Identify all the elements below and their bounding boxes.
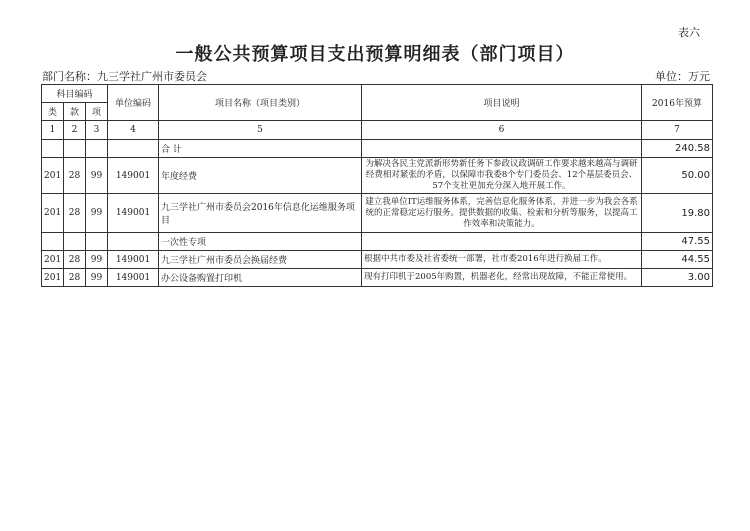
cell-kuan [64,233,86,251]
cell-kuan: 28 [64,194,86,233]
cell-amount: 19.80 [642,194,713,233]
cell-lei: 201 [42,251,64,269]
cell-amount: 44.55 [642,251,713,269]
cell-project-name: 一次性专项 [159,233,362,251]
col-number: 3 [86,121,108,140]
cell-unit-code: 149001 [108,194,159,233]
cell-unit-code: 149001 [108,158,159,194]
cell-xiang: 99 [86,269,108,287]
header-lei: 类 [42,103,64,121]
table-row [42,269,713,287]
cell-project-desc: 根据中共市委及社省委统一部署，社市委2016年进行换届工作。 [362,251,642,269]
table-row-total [42,140,713,158]
cell-unit-code [108,140,159,158]
cell-project-desc: 现有打印机于2005年购置，机器老化，经常出现故障，不能正常使用。 [362,269,642,287]
cell-unit-code: 149001 [108,269,159,287]
col-number: 5 [159,121,362,140]
cell-unit-code: 149001 [108,251,159,269]
cell-kuan [64,140,86,158]
header-project-desc: 项目说明 [362,85,642,121]
cell-project-desc [362,233,642,251]
header-budget: 2016年预算 [642,85,713,121]
table-row [42,251,713,269]
cell-project-desc [362,140,642,158]
cell-amount: 50.00 [642,158,713,194]
cell-xiang: 99 [86,158,108,194]
cell-amount: 47.55 [642,233,713,251]
cell-amount: 240.58 [642,140,713,158]
header-unit-code: 单位编码 [108,85,159,121]
cell-project-name: 九三学社广州市委员会2016年信息化运维服务项目 [159,194,362,233]
cell-lei: 201 [42,158,64,194]
cell-xiang [86,233,108,251]
cell-kuan: 28 [64,269,86,287]
header-subject-code: 科目编码 [42,85,108,103]
header-project-name: 项目名称（项目类别） [159,85,362,121]
table-number: 表六 [678,26,700,39]
department-name: 部门名称：九三学社广州市委员会 [42,70,207,83]
cell-project-name: 年度经费 [159,158,362,194]
cell-amount: 3.00 [642,269,713,287]
cell-unit-code [108,233,159,251]
cell-xiang [86,140,108,158]
col-number: 7 [642,121,713,140]
cell-project-name: 九三学社广州市委员会换届经费 [159,251,362,269]
cell-lei: 201 [42,194,64,233]
cell-xiang: 99 [86,251,108,269]
cell-project-desc: 建立我单位IT运维服务体系，完善信息化服务体系，并进一步为我会各系统的正常稳定运行服务。提供数据的收集、检索和分析等服务，以提高工作效率和决策能力。 [362,194,642,233]
table-row [42,194,713,233]
header-xiang: 项 [86,103,108,121]
budget-table [41,84,713,287]
col-number: 1 [42,121,64,140]
table-row [42,158,713,194]
cell-project-name: 办公设备购置打印机 [159,269,362,287]
header-kuan: 款 [64,103,86,121]
col-number: 2 [64,121,86,140]
cell-project-desc: 为解决各民主党派新形势新任务下参政议政调研工作要求越来越高与调研经费相对紧张的矛盾，以保障市我委8个专门委员会、12个基层委员会、57个支社更加充分深入地开展工作。 [362,158,642,194]
col-number: 6 [362,121,642,140]
cell-lei: 201 [42,269,64,287]
cell-lei [42,140,64,158]
cell-kuan: 28 [64,251,86,269]
cell-xiang: 99 [86,194,108,233]
unit-label: 单位：万元 [655,70,710,83]
cell-kuan: 28 [64,158,86,194]
col-number: 4 [108,121,159,140]
table-row-subtotal [42,233,713,251]
page-title: 一般公共预算项目支出预算明细表（部门项目） [175,44,575,65]
cell-project-name: 合 计 [159,140,362,158]
cell-lei [42,233,64,251]
